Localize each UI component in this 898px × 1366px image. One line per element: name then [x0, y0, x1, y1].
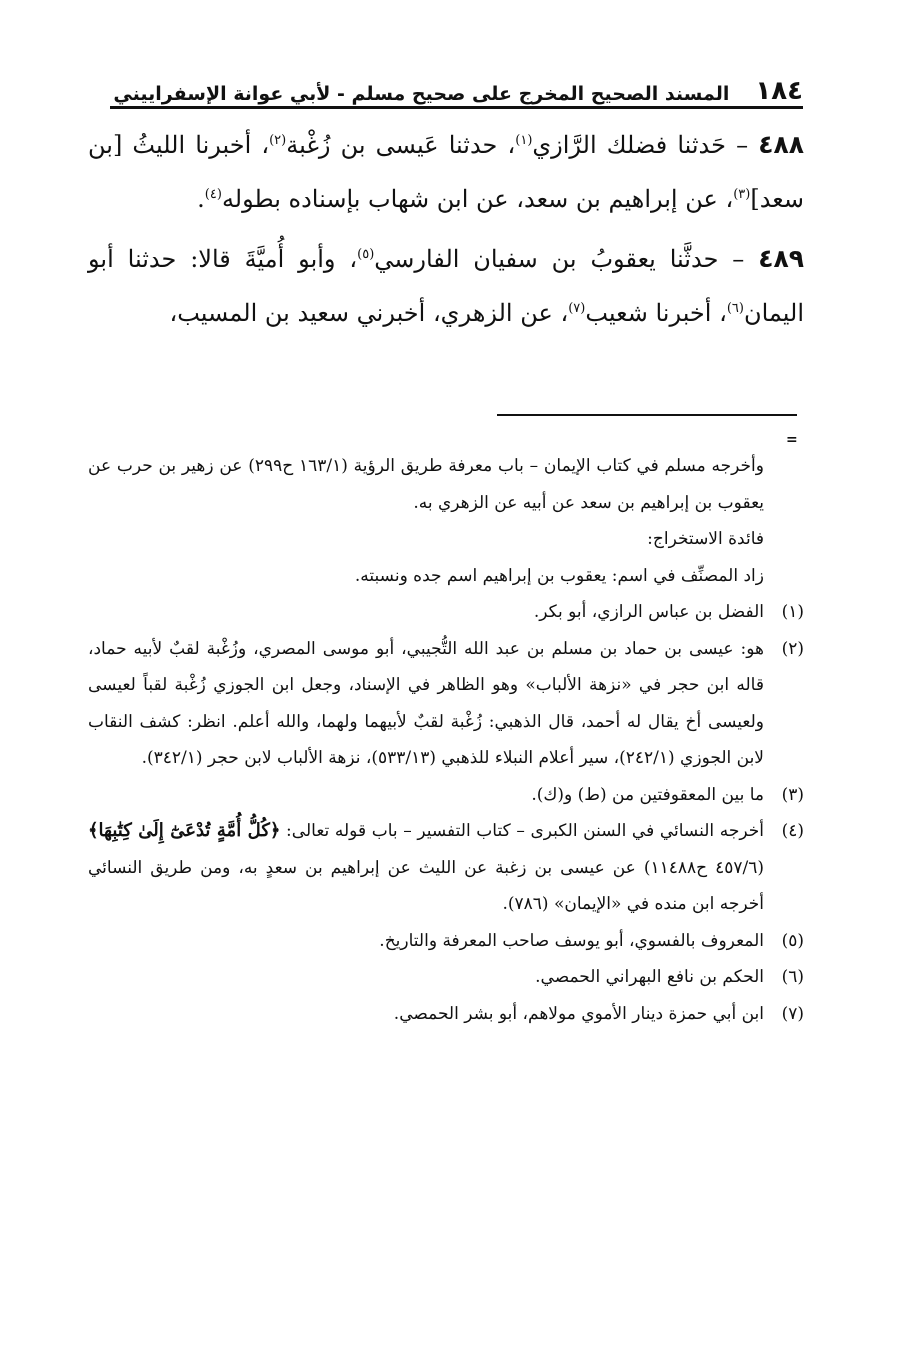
footnote-continuation: زاد المصنِّف في اسم: يعقوب بن إبراهيم اسم جده ونسبته. [354, 565, 764, 586]
footnote-text: الحكم بن نافع البهراني الحمصي. [535, 967, 764, 987]
footnote-ref[interactable]: (٥) [357, 247, 375, 262]
main-text [88, 118, 804, 346]
footnote-label: (٧) [781, 1003, 804, 1024]
footnote-label: (٢) [781, 638, 804, 659]
running-title: المسند الصحيح المخرج على صحيح مسلم - لأبي عوانة الإسفراييني [113, 83, 730, 105]
footnote-ref[interactable]: (٦) [726, 301, 744, 316]
footnote-7 [88, 996, 804, 1033]
footnote-2 [88, 631, 804, 777]
footnote-text: أخرجه النسائي في السنن الكبرى – كتاب التفسير – باب قوله تعالى: [280, 821, 764, 841]
hadith-488 [88, 118, 804, 226]
footnote-4 [88, 813, 804, 923]
footnote-5 [88, 923, 804, 960]
hadith-text: – حَدثنا فضلك الرَّازي [532, 131, 759, 159]
hadith-489 [88, 232, 804, 340]
page-header [110, 64, 803, 109]
hadith-text: . [197, 185, 205, 213]
footnote-label: (١) [781, 602, 804, 622]
hadith-number: ٤٨٩ [758, 244, 804, 273]
footnote-ref[interactable]: (١) [515, 133, 533, 148]
hadith-text: ، عن الزهري، أخبرني سعيد بن المسيب، [169, 299, 569, 327]
footnote-label: (٦) [781, 967, 804, 987]
hadith-text: ، أخبرنا الليثُ [بن سعد] [88, 131, 804, 213]
footnote-label: (٤) [781, 821, 804, 841]
footnote-text: الفضل بن عباس الرازي، أبو بكر. [533, 602, 764, 622]
continuation-mark: = [786, 432, 798, 448]
footnote-1 [88, 594, 804, 631]
footnote-ref[interactable]: (٧) [568, 301, 586, 316]
footnote-3 [88, 777, 804, 814]
footnote-text: ما بين المعقوفتين من (ط) و(ك). [531, 784, 764, 805]
footnote-text: (٤٥٧/٦ ح١١٤٨٨) عن عيسى بن زغبة عن الليث عن إبراهيم بن سعدٍ به، ومن طريق النسائي أخرجه ابن منده في «الإيمان» (٧٨٦). [88, 857, 764, 914]
footnote-continuation: فائدة الاستخراج: [647, 529, 764, 549]
footnote-continuation: وأخرجه مسلم في كتاب الإيمان – باب معرفة طريق الرؤية (١٦٣/١ ح٢٩٩) عن زهير بن حرب عن يعقوب بن إبراهيم بن سعد عن أبيه عن الزهري به. [88, 456, 764, 513]
footnote-separator [497, 414, 797, 416]
hadith-text: ، وأبو أُميَّةَ قالا: حدثنا أبو اليمان [88, 245, 804, 327]
footnote-label: (٥) [781, 930, 804, 951]
footnote-6 [88, 959, 804, 996]
footnote-ref[interactable]: (٢) [269, 133, 287, 148]
footnotes [88, 448, 804, 1032]
quran-verse: ﴿كُلُّ أُمَّةٍ تُدْعَىٰٓ إِلَىٰ كِتَٰبِهَا﴾ [88, 820, 281, 841]
footnote-text: هو: عيسى بن حماد بن مسلم بن عبد الله التُّجيبي، أبو موسى المصري، وزُغْبة لقبٌ لأبيه حماد، قاله ابن حجر في «نزهة الألباب» وهو الظاهر في الإسناد، وجعل ابن الجوزي زُغْبة لقباً لعيسى ولعيسى أخ يقال له أحمد، قال الذهبي: زُغْبة لقبٌ لأبيهما ولهما، والله أعلم. انظر: كشف النقاب لابن الجوزي (٢٤٢/١)، سير أعلام النبلاء للذهبي (٥٣٣/١٣)، نزهة الألباب لابن حجر (٣٤٢/١). [88, 638, 765, 768]
footnote-ref[interactable]: (٤) [204, 187, 222, 202]
hadith-text: ، أخبرنا شعيب [585, 299, 727, 327]
hadith-text: ، عن إبراهيم بن سعد، عن ابن شهاب بإسناده بطوله [221, 185, 734, 213]
page-number: ١٨٤ [755, 76, 803, 106]
footnote-text: ابن أبي حمزة دينار الأموي مولاهم، أبو بشر الحمصي. [393, 1003, 764, 1024]
hadith-text: ، حدثنا عَيسى بن زُغْبة [286, 131, 516, 159]
hadith-text: – حدثَّنا يعقوبُ بن سفيان الفارسي [374, 245, 759, 273]
footnote-ref[interactable]: (٣) [733, 187, 751, 202]
footnote-text: المعروف بالفسوي، أبو يوسف صاحب المعرفة والتاريخ. [379, 930, 764, 951]
hadith-number: ٤٨٨ [758, 130, 804, 159]
footnote-label: (٣) [781, 784, 804, 805]
